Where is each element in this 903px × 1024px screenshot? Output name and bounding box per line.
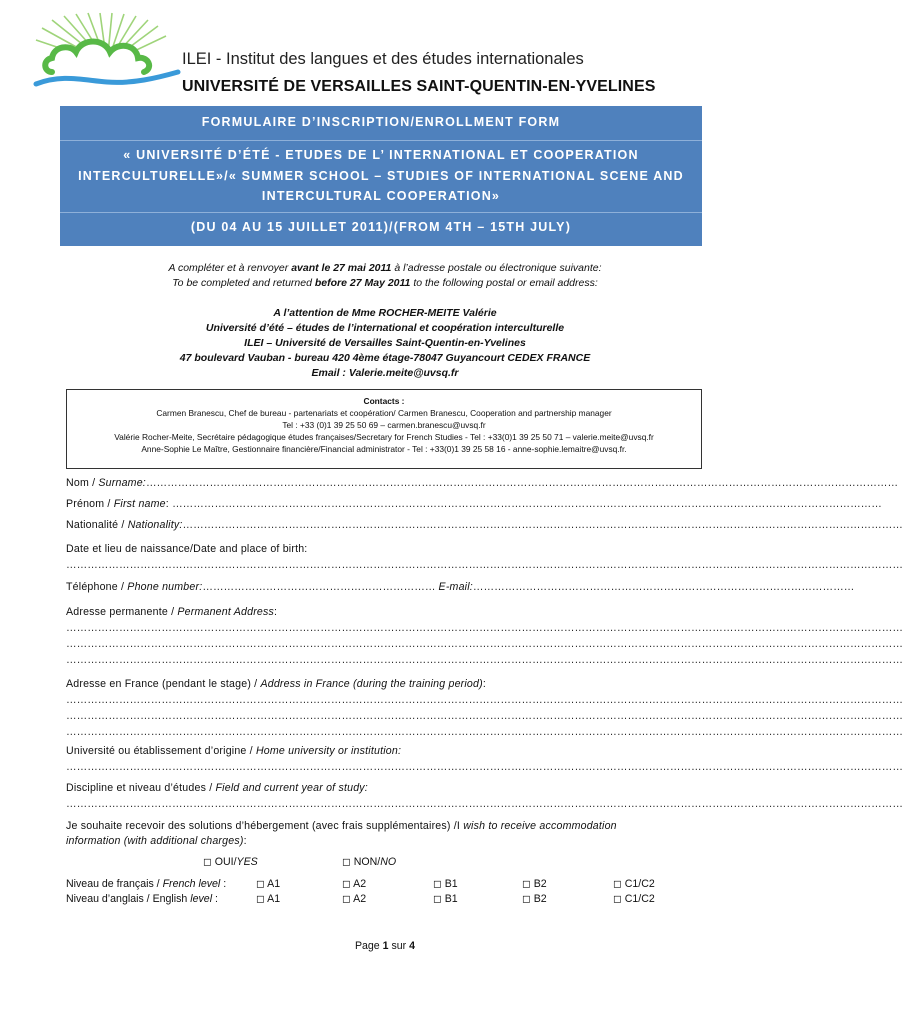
permanent-address-line[interactable]: ………………………………………………………………………………………………………………………………………………………………………………………………………………… [66,622,903,634]
accommodation-no-checkbox[interactable]: ◻ NON/NO [342,856,397,868]
accommodation-label-cont: information (with additional charges): [66,835,247,847]
france-address-line[interactable]: ………………………………………………………………………………………………………………………………………………………………………………………………………………… [66,710,903,722]
contacts-title: Contacts : [363,396,405,406]
french-level-label: Niveau de français / French level : [66,878,227,890]
english-level-a2-checkbox[interactable]: ◻ A2 [342,893,367,905]
permanent-address-line[interactable]: ………………………………………………………………………………………………………………………………………………………………………………………………………………… [66,638,903,650]
home-university-field[interactable]: ………………………………………………………………………………………………………………………………………………………………………………………………………………… [66,761,903,773]
french-level-a2-checkbox[interactable]: ◻ A2 [342,878,367,890]
ilei-logo-icon [32,12,182,90]
contacts-box [66,389,702,469]
contact-line: Carmen Branescu, Chef de bureau - partenariats et coopération/ Carmen Branescu, Cooperation and partnership manager [156,408,612,418]
birth-field[interactable]: ………………………………………………………………………………………………………………………………………………………………………………………………………………… [66,559,903,571]
form-title: FORMULAIRE D’INSCRIPTION/ENROLLMENT FORM [201,115,561,129]
field-of-study-field[interactable]: ………………………………………………………………………………………………………………………………………………………………………………………………………………… [66,798,903,810]
program-dates: (DU 04 AU 15 JUILLET 2011)/(FROM 4TH – 15TH JULY) [190,220,572,234]
contact-line: Valérie Rocher-Meite, Secrétaire pédagogique études françaises/Secretary for French Studies - Tel : +33(0)1 39 25 50 71 – valerie.meite@uvsq.fr [114,432,654,442]
france-address-line[interactable]: ………………………………………………………………………………………………………………………………………………………………………………………………………………… [66,694,903,706]
english-level-b1-checkbox[interactable]: ◻ B1 [433,893,458,905]
institute-name: ILEI - Institut des langues et des études internationales [182,50,584,68]
english-level-b2-checkbox[interactable]: ◻ B2 [522,893,547,905]
permanent-address-label: Adresse permanente / Permanent Address: [66,606,278,618]
accommodation-yes-checkbox[interactable]: ◻ OUI/YES [203,856,258,868]
program-title-line3: INTERCULTURAL COOPERATION» [261,189,501,203]
program-title-line2: INTERCULTURELLE»/« SUMMER SCHOOL – STUDIES OF INTERNATIONAL SCENE AND [78,169,684,183]
address-program: Université d’été – études de l’international et coopération interculturelle [205,322,565,334]
english-level-a1-checkbox[interactable]: ◻ A1 [256,893,281,905]
intro-french: A compléter et à renvoyer avant le 27 mai 2011 à l’adresse postale ou électronique suivante: [168,262,602,274]
surname-field[interactable]: Nom / Surname:…………………………………………………………………………………………………………………………………………………………………………………………… [66,477,899,489]
nationality-field[interactable]: Nationalité / Nationality:…………………………………………………………………………………………………………………………………………………………………………………… [66,519,903,531]
address-street: 47 boulevard Vauban - bureau 420 4ème étage-78047 Guyancourt CEDEX FRANCE [179,352,591,364]
address-attention: A l’attention de Mme ROCHER-MEITE Valérie [273,307,497,319]
phone-email-field[interactable]: Téléphone / Phone number:………………………………………………………… E-mail:……………………………………………………………………………………………… [66,581,855,593]
france-address-line[interactable]: ………………………………………………………………………………………………………………………………………………………………………………………………………………… [66,726,903,738]
address-email: Email : Valerie.meite@uvsq.fr [311,367,459,379]
program-title-line1: « UNIVERSITÉ D’ÉTÉ - ETUDES DE L’ INTERNATIONAL ET COOPERATION [123,148,639,162]
french-level-b1-checkbox[interactable]: ◻ B1 [433,878,458,890]
birth-label: Date et lieu de naissance/Date and place of birth: [66,543,308,555]
france-address-label: Adresse en France (pendant le stage) / Address in France (during the training period): [66,678,487,690]
french-level-a1-checkbox[interactable]: ◻ A1 [256,878,281,890]
accommodation-label: Je souhaite recevoir des solutions d’hébergement (avec frais supplémentaires) /I wish to receive accommodation [66,820,617,832]
university-name: UNIVERSITÉ DE VERSAILLES SAINT-QUENTIN-EN-YVELINES [182,78,656,95]
english-level-c1c2-checkbox[interactable]: ◻ C1/C2 [613,893,655,905]
permanent-address-line[interactable]: ………………………………………………………………………………………………………………………………………………………………………………………………………………… [66,654,903,666]
french-level-c1c2-checkbox[interactable]: ◻ C1/C2 [613,878,655,890]
contact-line: Tel : +33 (0)1 39 25 50 69 – carmen.branescu@uvsq.fr [282,420,486,430]
contact-line: Anne-Sophie Le Maître, Gestionnaire financière/Financial administrator - Tel : +33(0)1 39 25 58 16 - anne-sophie.lemaitre@uvsq.fr. [141,444,627,454]
field-of-study-label: Discipline et niveau d’études / Field and current year of study: [66,782,368,794]
page-number: Page 1 sur 4 [354,940,416,952]
address-institute: ILEI – Université de Versailles Saint-Quentin-en-Yvelines [244,337,526,349]
english-level-label: Niveau d’anglais / English level : [66,893,218,905]
form-banner [60,106,702,246]
first-name-field[interactable]: Prénom / First name: ………………………………………………………………………………………………………………………………………………………………………………… [66,498,882,510]
intro-english: To be completed and returned before 27 May 2011 to the following postal or email address: [172,277,598,289]
home-university-label: Université ou établissement d’origine / Home university or institution: [66,745,402,757]
french-level-b2-checkbox[interactable]: ◻ B2 [522,878,547,890]
